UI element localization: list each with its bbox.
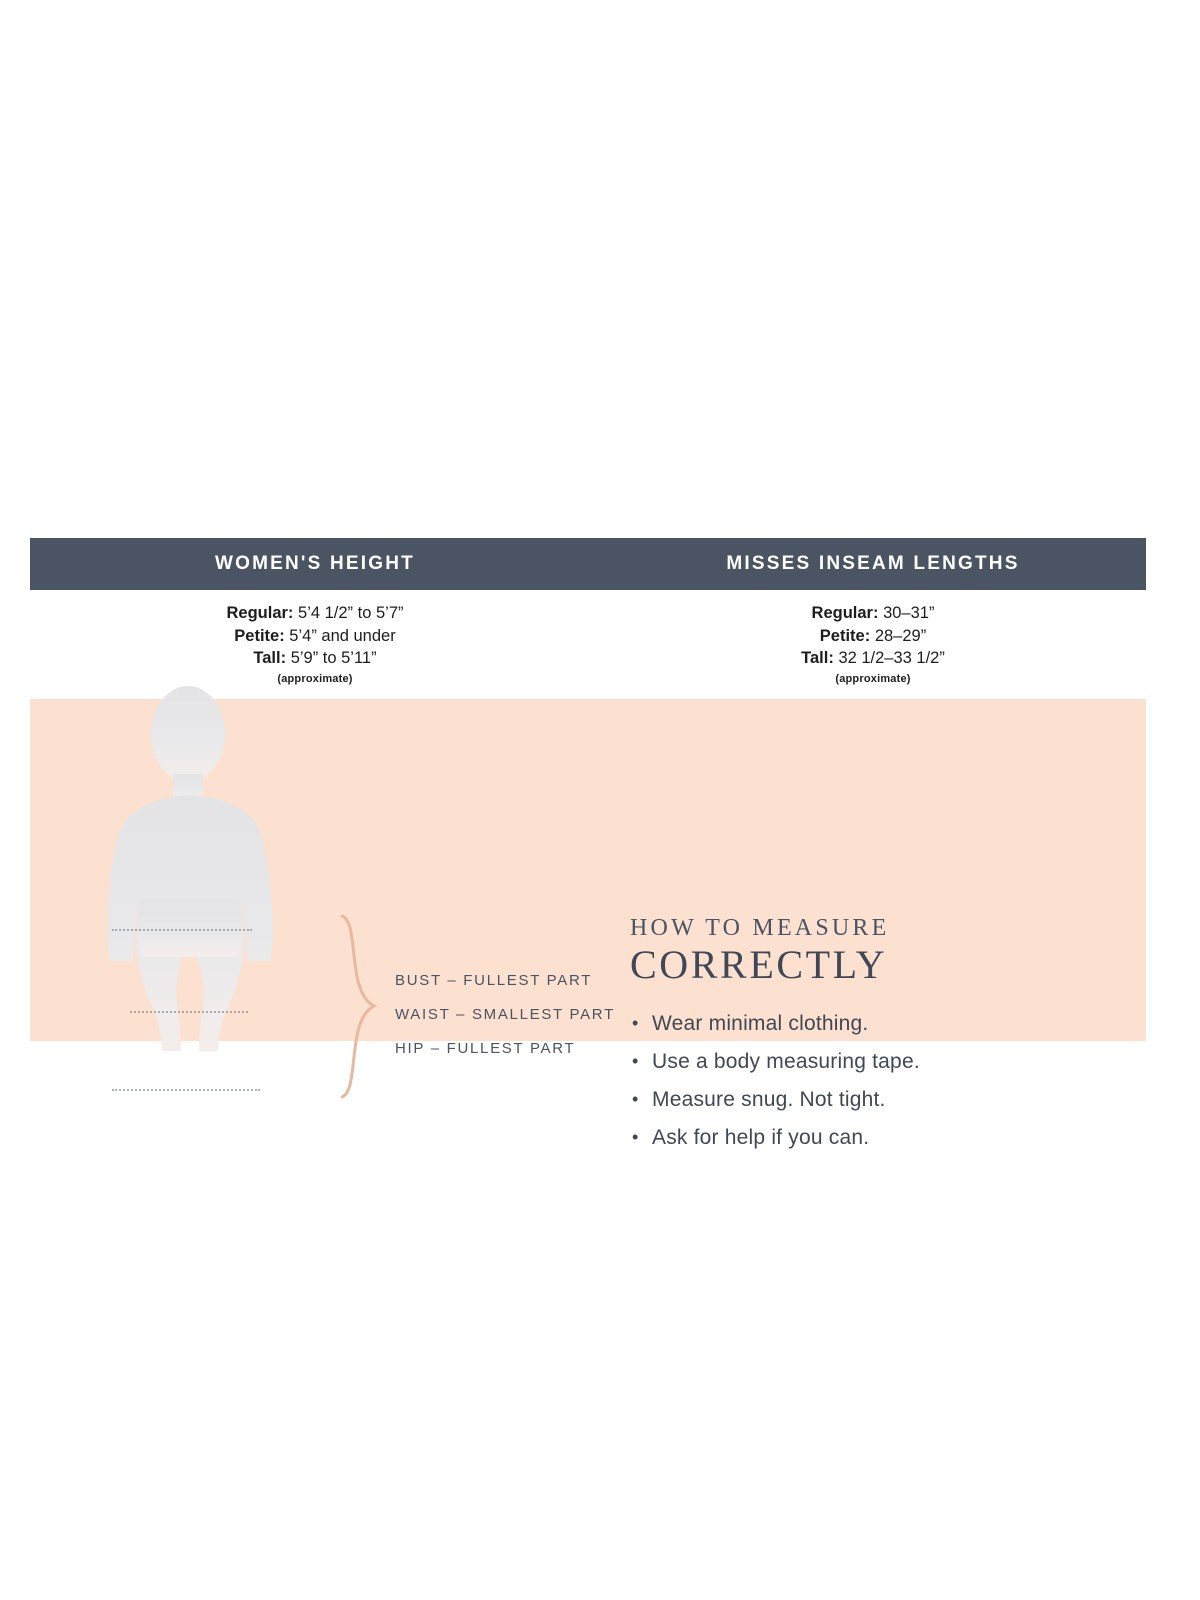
chart-header-bar	[30, 538, 1146, 590]
height-regular-value: 5’4 1/2” to 5’7”	[298, 604, 404, 622]
inseam-tall-label: Tall:	[801, 649, 834, 667]
inseam-regular-value: 30–31”	[883, 604, 935, 622]
inseam-tall-value: 32 1/2–33 1/2”	[838, 649, 945, 667]
inseam-regular-line	[600, 602, 1146, 625]
brace-bracket-icon	[336, 914, 380, 1099]
size-guide-chart	[30, 538, 1146, 1149]
tip-item: • Use a body measuring tape.	[652, 1047, 1100, 1077]
inseam-regular-label: Regular:	[811, 604, 879, 622]
label-hip: HIP – FULLEST PART	[395, 1039, 576, 1057]
how-to-measure-block	[630, 914, 1100, 1161]
height-petite-value: 5’4” and under	[289, 626, 396, 645]
label-waist: WAIST – SMALLEST PART	[395, 1005, 615, 1023]
how-to-measure-panel	[30, 699, 1146, 1149]
label-bust: BUST – FULLEST PART	[395, 971, 593, 989]
hip-measure-line	[112, 1089, 260, 1091]
height-approx-note: (approximate)	[277, 672, 353, 685]
height-tall-label: Tall:	[253, 649, 287, 667]
how-to-measure-tips-list	[630, 1009, 1100, 1153]
misses-inseam-heading: MISSES INSEAM LENGTHS	[726, 553, 1020, 574]
tip-item: • Ask for help if you can.	[652, 1123, 1100, 1153]
height-regular-label: Regular:	[226, 604, 294, 622]
height-tall-value: 5’9” to 5’11”	[290, 649, 377, 667]
inseam-petite-value: 28–29”	[874, 626, 927, 645]
inseam-petite-line	[600, 625, 1146, 648]
waist-measure-line	[130, 1011, 248, 1013]
header-cell-misses-inseam	[600, 538, 1146, 590]
female-silhouette-icon	[63, 599, 333, 1059]
measure-labels-group	[395, 964, 615, 1066]
how-to-measure-title-line2: CORRECTLY	[630, 941, 888, 987]
inseam-approx-note: (approximate)	[835, 672, 911, 685]
misses-inseam-values	[600, 602, 1146, 685]
inseam-petite-label: Petite:	[819, 626, 871, 645]
height-petite-label: Petite:	[234, 626, 285, 645]
womens-height-heading: WOMEN'S HEIGHT	[215, 553, 415, 574]
tip-item: • Measure snug. Not tight.	[652, 1085, 1100, 1115]
how-to-measure-title-line1: HOW TO MEASURE	[630, 914, 890, 941]
bust-measure-line	[112, 929, 252, 931]
header-cell-womens-height	[30, 538, 600, 590]
inseam-tall-line	[600, 647, 1146, 670]
tip-item: • Wear minimal clothing.	[652, 1009, 1100, 1039]
